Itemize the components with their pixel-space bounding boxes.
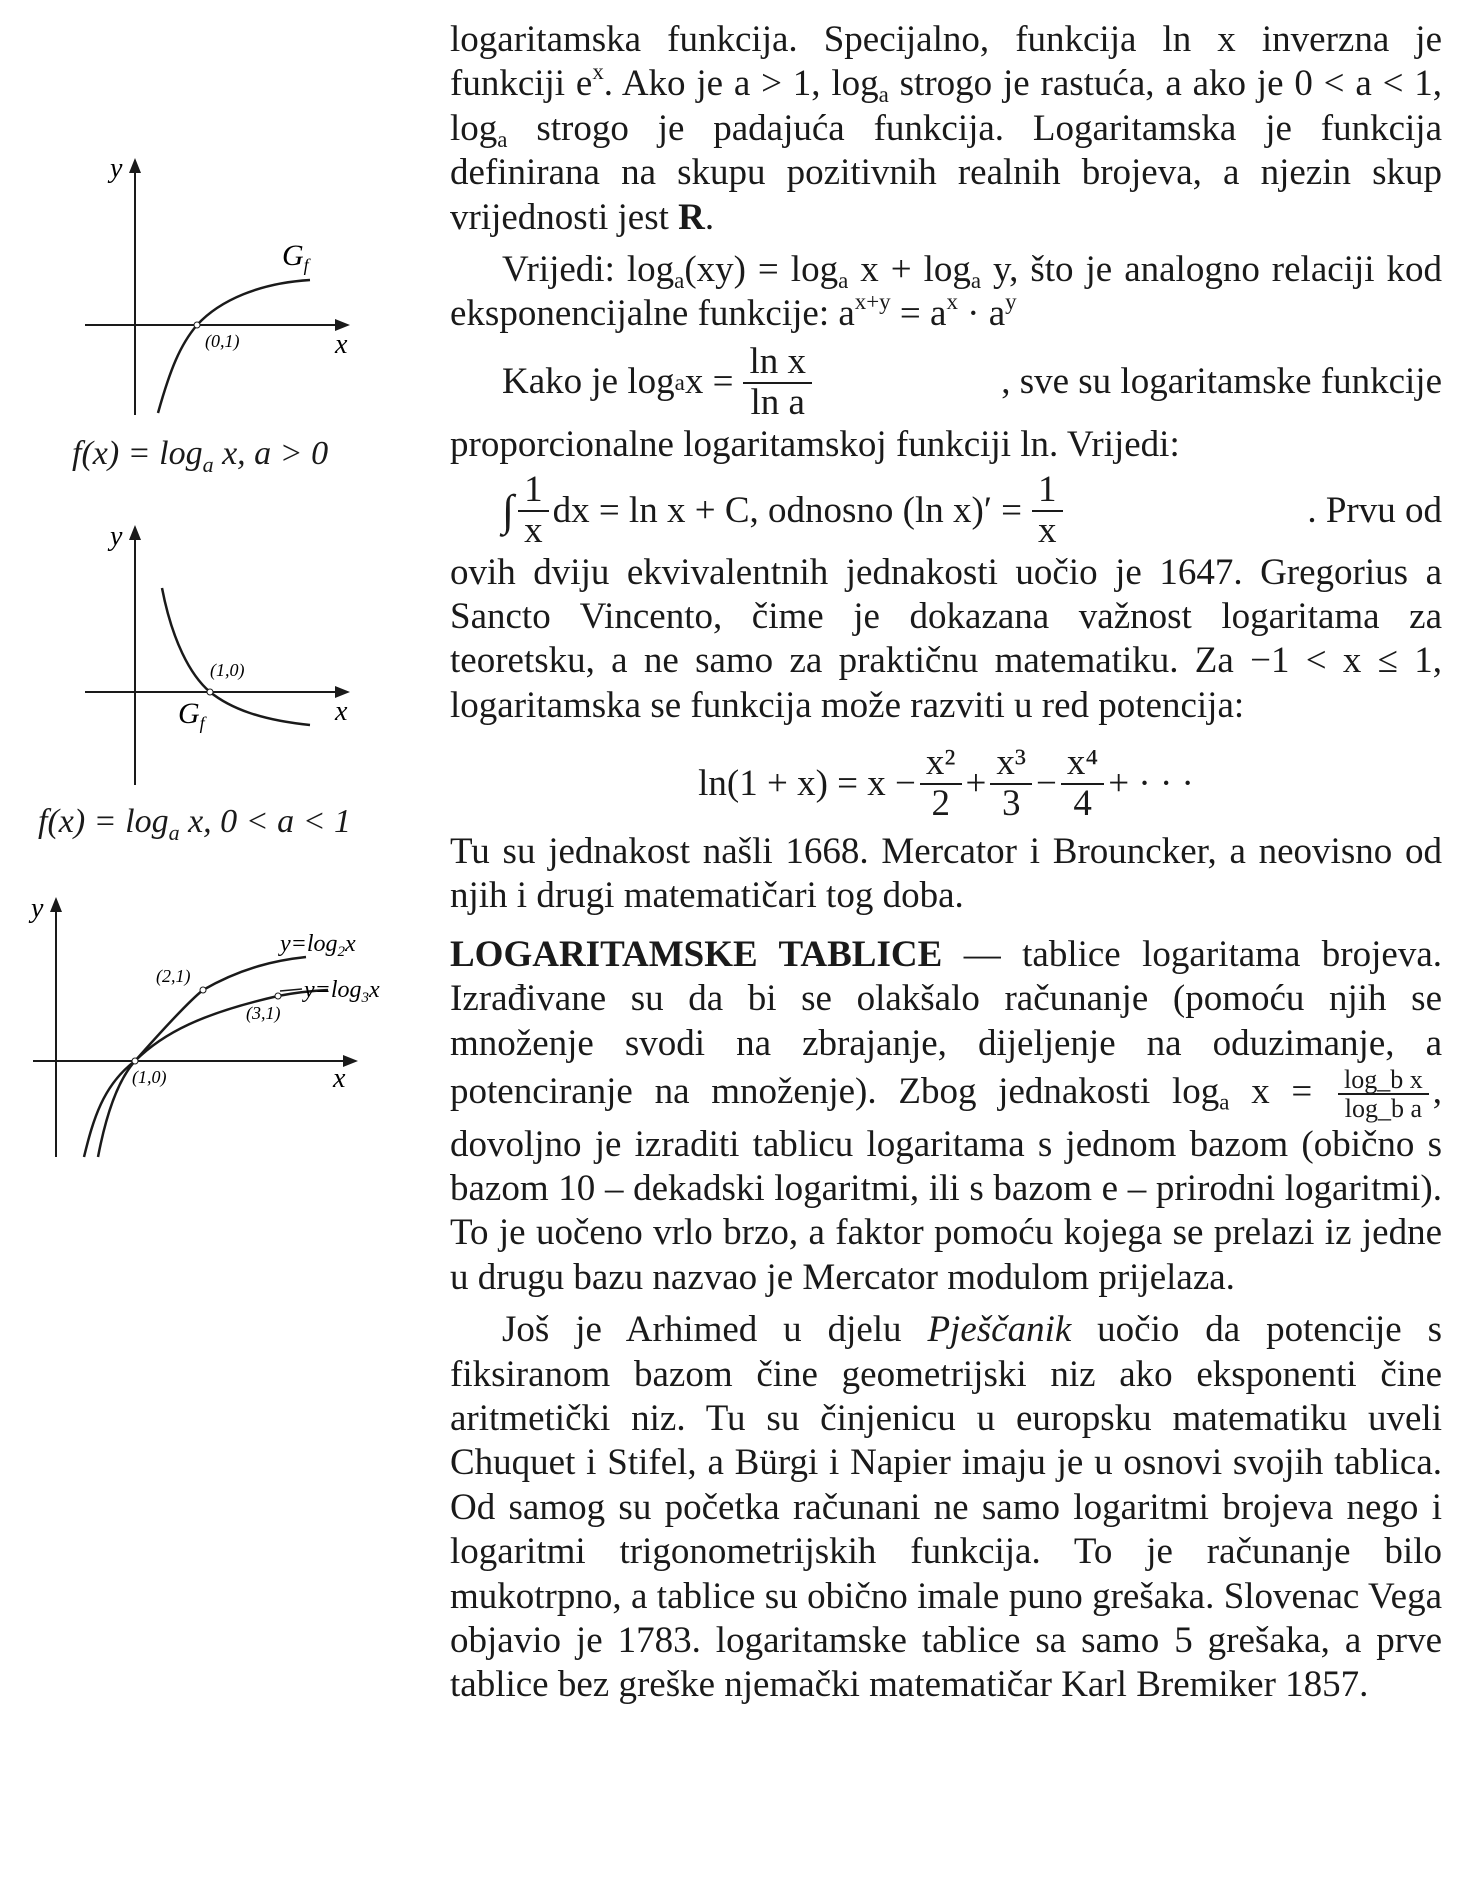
point-label: (0,1) — [205, 331, 240, 351]
point-label: (1,0) — [210, 660, 245, 680]
point-marker-3-1 — [275, 993, 281, 999]
fraction-ln: $\frac{\text{ln x}}{\text{ln a}}$ — [743, 343, 812, 423]
point-marker — [207, 689, 213, 695]
figure-log-two-bases — [28, 895, 428, 1165]
point-label-1-0: (1,0) — [132, 1067, 167, 1087]
point-marker — [194, 322, 200, 328]
paragraph-1: logaritamska funkcija. Specijalno, funkcija ln x inverzna je funkciji $e^x$. Ako je a > 1, $\log_a$ strogo je rastuća, a ako je 0 < a < 1, $\log_a$ strogo je padajuća funkcija. Logaritamska je funkcija definirana na skupu pozitivnih realnih brojeva, a njezin skup vrijednosti jest R. — [450, 19, 1443, 238]
svg-text:Gf — [282, 239, 312, 275]
y-axis-label: y — [110, 521, 123, 552]
paragraph-4: ∫ $\frac{1}{x}$ dx = ln x + C, odnosno (ln x)′ = $\frac{1}{x}$ . Prvu od ovih dviju ekvivalentnih jednakosti uočio je 1647. Gregorius a Sancto Vincento, čime je dokazana važnost logaritama za teoretsku, a ne samo za praktičnu matematiku. Za −1 < x ≤ 1, logaritamska se funkcija može razviti u red potencija: — [450, 468, 1442, 726]
figure-2-caption: $f(x) = \log_a x$, 0 < a < 1 — [38, 803, 352, 845]
curve-log2 — [84, 957, 306, 1157]
curve-label: G — [178, 697, 200, 730]
svg-text:Gf — [178, 697, 208, 733]
x-axis-label: x — [335, 329, 348, 360]
curve-label-sub: f — [303, 255, 309, 275]
point-label-3-1: (3,1) — [246, 1003, 281, 1023]
heading-logaritamske-tablice: LOGARITAMSKE TABLICE — [450, 933, 943, 975]
curve-label: G — [282, 239, 304, 272]
x-axis-label: x — [333, 1063, 346, 1094]
curve2-label: y=log — [304, 977, 362, 1003]
y-arrow — [50, 897, 62, 912]
paragraph-5: Tu su jednakost našli 1668. Mercator i Brouncker, a neovisno od njih i drugi matematičari tog doba. — [450, 830, 1442, 917]
figure-1-caption: $f(x) = \log_a x$, a > 0 — [72, 435, 329, 477]
fraction-logb: $\frac{\text{log\_b x}}{\text{log\_b a}}$ — [1338, 1066, 1429, 1123]
paragraph-6: LOGARITAMSKE TABLICE — tablice logaritama brojeva. Izrađivane su da bi se olakšalo računanje (pomoću njih se množenje svodi na zbrajanje, dijeljenje na oduzimanje, a potenciranje na množenje). Zbog jednakosti $\log_a x$ = $\frac{\text{log\_b x}}{\text{log\_b a}}$ , dovoljno je izraditi tablicu logaritama s jednom bazom (obično s bazom 10 – dekadski logaritmi, ili s bazom e – prirodni logaritmi). To je uočeno vrlo brzo, a faktor pomoću kojega se prelazi iz jedne u drugu bazu nazvao je Mercator modulom prijelaza. — [450, 933, 1443, 1298]
y-arrow — [129, 158, 141, 173]
series-equation: ln(1 + x) = x − $\frac{\text{x²}}{2}$ + $\frac{\text{x³}}{3}$ − $\frac{\text{x⁴}}{4}$ + · · · — [698, 742, 1194, 825]
y-arrow — [129, 525, 141, 540]
point-marker-1-0 — [132, 1058, 138, 1064]
paragraph-2: Vrijedi: $\log_a(xy) = \log_a x + \log_a y$, što je analogno relaciji kod eksponencijalne funkcije: $a^{x+y} = a^x \cdot a^y$ — [450, 249, 1442, 335]
paragraph-7: Još je Arhimed u djelu Pješčanik uočio da potencije s fiksiranom bazom čine geometrijski niz ako eksponenti čine aritmetički niz. Tu su činjenicu u europsku matematiku uveli Chuquet i Stifel, a Bürgi i Napier imaju je u osnovi svojih tablica. Od samog su početka računani ne samo logaritmi brojeva nego i logaritmi trigonometrijskih funkcija. To je računanje bilo mukotrpno, a tablice su obično imale puno grešaka. Slovenac Vega objavio je 1783. logaritamske tablice sa samo 5 grešaka, a prve tablice bez greške njemački matematičar Karl Bremiker 1857. — [450, 1309, 1442, 1706]
text-column — [450, 18, 1442, 1708]
figure-log-increasing — [70, 155, 370, 425]
paragraph-3: Kako je log a x = $\frac{\text{ln x}}{\text{ln a}}$ , sve su logaritamske funkcije proporcionalne logaritamskoj funkciji ln. Vrijedi: — [450, 340, 1442, 465]
y-axis-label: y — [110, 155, 123, 184]
x-axis-label: x — [335, 696, 348, 727]
point-label-2-1: (2,1) — [156, 966, 191, 986]
curve1-label: y=log — [280, 931, 338, 957]
svg-text:y=log2x: $y=\log_2x$ — [280, 931, 356, 960]
curve-label-sub: f — [199, 713, 205, 733]
y-axis-label: y — [31, 895, 44, 924]
svg-text:y=log3x: $y=\log_3x$ — [304, 977, 380, 1006]
figure-log-decreasing — [70, 520, 370, 795]
point-marker-2-1 — [200, 987, 206, 993]
